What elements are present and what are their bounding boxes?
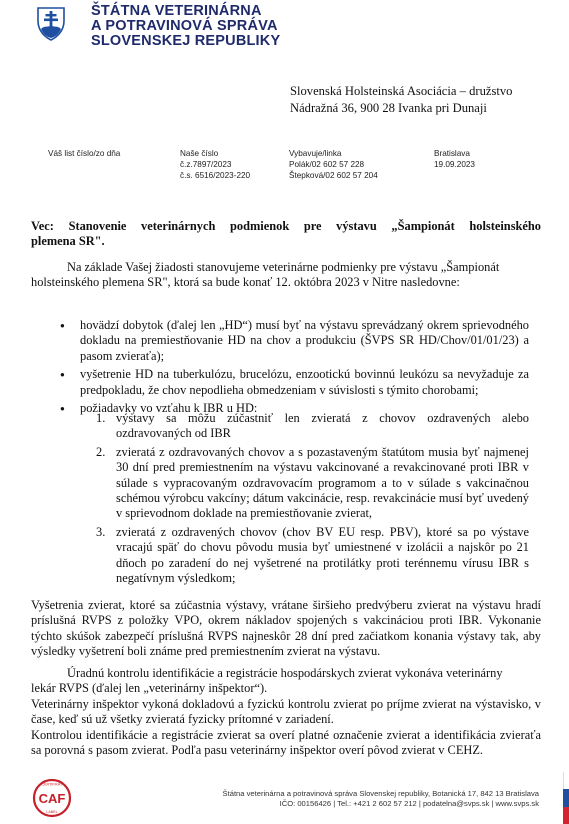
flag-stripe <box>563 772 569 824</box>
numbered-item <box>96 525 529 587</box>
intro-paragraph <box>31 260 541 291</box>
footer-line2: IČO: 00156426 | Tel.: +421 2 602 57 212 | podatelna@svps.sk | www.svps.sk <box>279 799 539 808</box>
footer-address <box>223 789 539 809</box>
ref-your-letter-head: Váš list číslo/zo dňa <box>48 149 121 158</box>
ref-our-number-head: Naše číslo <box>180 149 219 158</box>
numbered-item-text: zvieratá z ozdravovaných chovov a s pozastaveným štatútom musia byť najmenej 30 dní pred premiestnením na výstavu vakcinované a revakcinované proti IBR v súlade s vypracovaným ozdravovacím programom a to v súlade s vakcinačnou schémou výrobcu vakcíny; dátum vakcinácie, resp. revakcinácie musí byť uvedený v sprievodnom doklade na premiestňovanie zvierat, <box>116 444 529 521</box>
caf-certificate-logo <box>32 778 72 818</box>
numbered-item <box>96 445 529 522</box>
cert-bottom-text: LABEL <box>46 810 58 814</box>
paragraph-official-control <box>31 666 541 697</box>
ref-handled-by-line1: Polák/02 602 57 228 <box>289 160 365 169</box>
footer-line1: Štátna veterinárna a potravinová správa Slovenskej republiky, Botanická 17, 842 13 Bratislava <box>222 789 539 798</box>
conditions-list <box>60 318 529 416</box>
paragraph-examinations: Vyšetrenia zvierat, ktoré sa zúčastnia výstavy, vrátane širšieho predvýberu zvierat na výstavu hradí príslušná RVPS z položky VPO, okrem nákladov spojených s vakcináciou proti IBR. Vykonanie týchto skúšok zabezpečí príslušná RVPS najneskôr 28 dní pred začiatkom konania výstavy tak, aby výsledky vyšetrení boli známe pred premiestnením zvierat na výstavu. <box>31 598 541 659</box>
coat-of-arms-logo <box>37 7 65 41</box>
ref-our-number-line2: č.s. 6516/2023-220 <box>180 171 251 180</box>
numbered-item-label: 3. <box>96 524 106 539</box>
official-control-line1: Úradnú kontrolu identifikácie a registrácie hospodárskych zvierat vykonáva veterinárny <box>67 666 503 680</box>
ref-our-number-line1: č.z.7897/2023 <box>180 160 232 169</box>
subject-line2: plemena SR". <box>31 234 105 249</box>
intro-line2: holsteinského plemena SR", ktorá sa bude konať 12. októbra 2023 v Nitre nasledovne: <box>31 275 460 290</box>
cert-top-text: CERTIFIKÁT <box>41 782 63 787</box>
paragraph-inspector: Veterinárny inšpektor vykoná dokladovú a fyzickú kontrolu zvierat po príjme zvierat na výstavisko, v čase, keď sú už všetky zvieratá fyzicky prítomné v zariadení. <box>31 697 541 727</box>
ref-date: 19.09.2023 <box>434 160 475 169</box>
ref-place-date <box>434 148 475 170</box>
numbered-item-label: 2. <box>96 444 106 459</box>
recipient-address <box>290 83 512 117</box>
org-name-line3: SLOVENSKEJ REPUBLIKY <box>91 33 281 49</box>
numbered-item <box>96 411 529 442</box>
ref-handled-by-head: Vybavuje/linka <box>289 149 342 158</box>
ref-handled-by <box>289 148 378 181</box>
numbered-item-text: zvieratá z ozdravených chovov (chov BV EU resp. PBV), ktoré sa po výstave vracajú späť do chovu pôvodu musia byť umiestnené v izolácii a najskôr po 21 dňoch po zaradení do nej vyšetrené na protilátky proti terénnemu vírusu IBR s negatívnym výsledkom; <box>116 524 529 586</box>
ref-handled-by-line2: Štepková/02 602 57 204 <box>289 171 378 180</box>
subject-line1: Vec: Stanovenie veterinárnych podmienok pre výstavu „Šampionát holsteinského <box>31 219 541 233</box>
ref-your-letter <box>48 148 120 159</box>
recipient-line1: Slovenská Holsteinská Asociácia – družstvo <box>290 84 513 98</box>
org-name-line1: ŠTÁTNA VETERINÁRNA <box>91 3 262 19</box>
paragraph-identification: Kontrolou identifikácie a registrácie zvierat sa overí platné označenie zvierat a identifikácia zvieraťa sa porovná s pasom zvierat. Podľa pasu veterinárny inšpektor overí pôvod zvierat v CEHZ. <box>31 728 541 758</box>
subject <box>31 219 541 250</box>
official-control-line2: lekár RVPS (ďalej len „veterinárny inšpektor“). <box>31 681 268 696</box>
numbered-item-text: výstavy sa môžu zúčastniť len zvieratá z chovov ozdravených alebo ozdravovaných od IBR <box>116 411 529 441</box>
ref-our-number <box>180 148 250 181</box>
list-item: ● hovädzí dobytok (ďalej len „HD“) musí byť na výstavu sprevádzaný okrem sprievodného dokladu na premiestňovanie HD na chov a produkciu (ŠVPS SR HD/Chov/01/01/23) a pasom zvieraťa); <box>60 318 529 364</box>
cert-letters-text: CAF <box>38 791 66 806</box>
list-item: ● vyšetrenie HD na tuberkulózu, brucelózu, enzootickú bovinnú leukózu sa nevyžaduje za predpokladu, že chov nepodlieha obmedzeniam v súvislosti s týmito chorobami; <box>60 367 529 398</box>
ibr-requirements-list <box>96 411 529 586</box>
recipient-line2: Nádražná 36, 900 28 Ivanka pri Dunaji <box>290 101 487 115</box>
list-item: ● požiadavky vo vzťahu k IBR u HD: <box>60 401 529 416</box>
intro-line1: Na základe Vašej žiadosti stanovujeme veterinárne podmienky pre výstavu „Šampionát <box>67 260 500 274</box>
org-name-line2: A POTRAVINOVÁ SPRÁVA <box>91 18 278 34</box>
ref-place: Bratislava <box>434 149 470 158</box>
numbered-item-label: 1. <box>96 411 106 425</box>
